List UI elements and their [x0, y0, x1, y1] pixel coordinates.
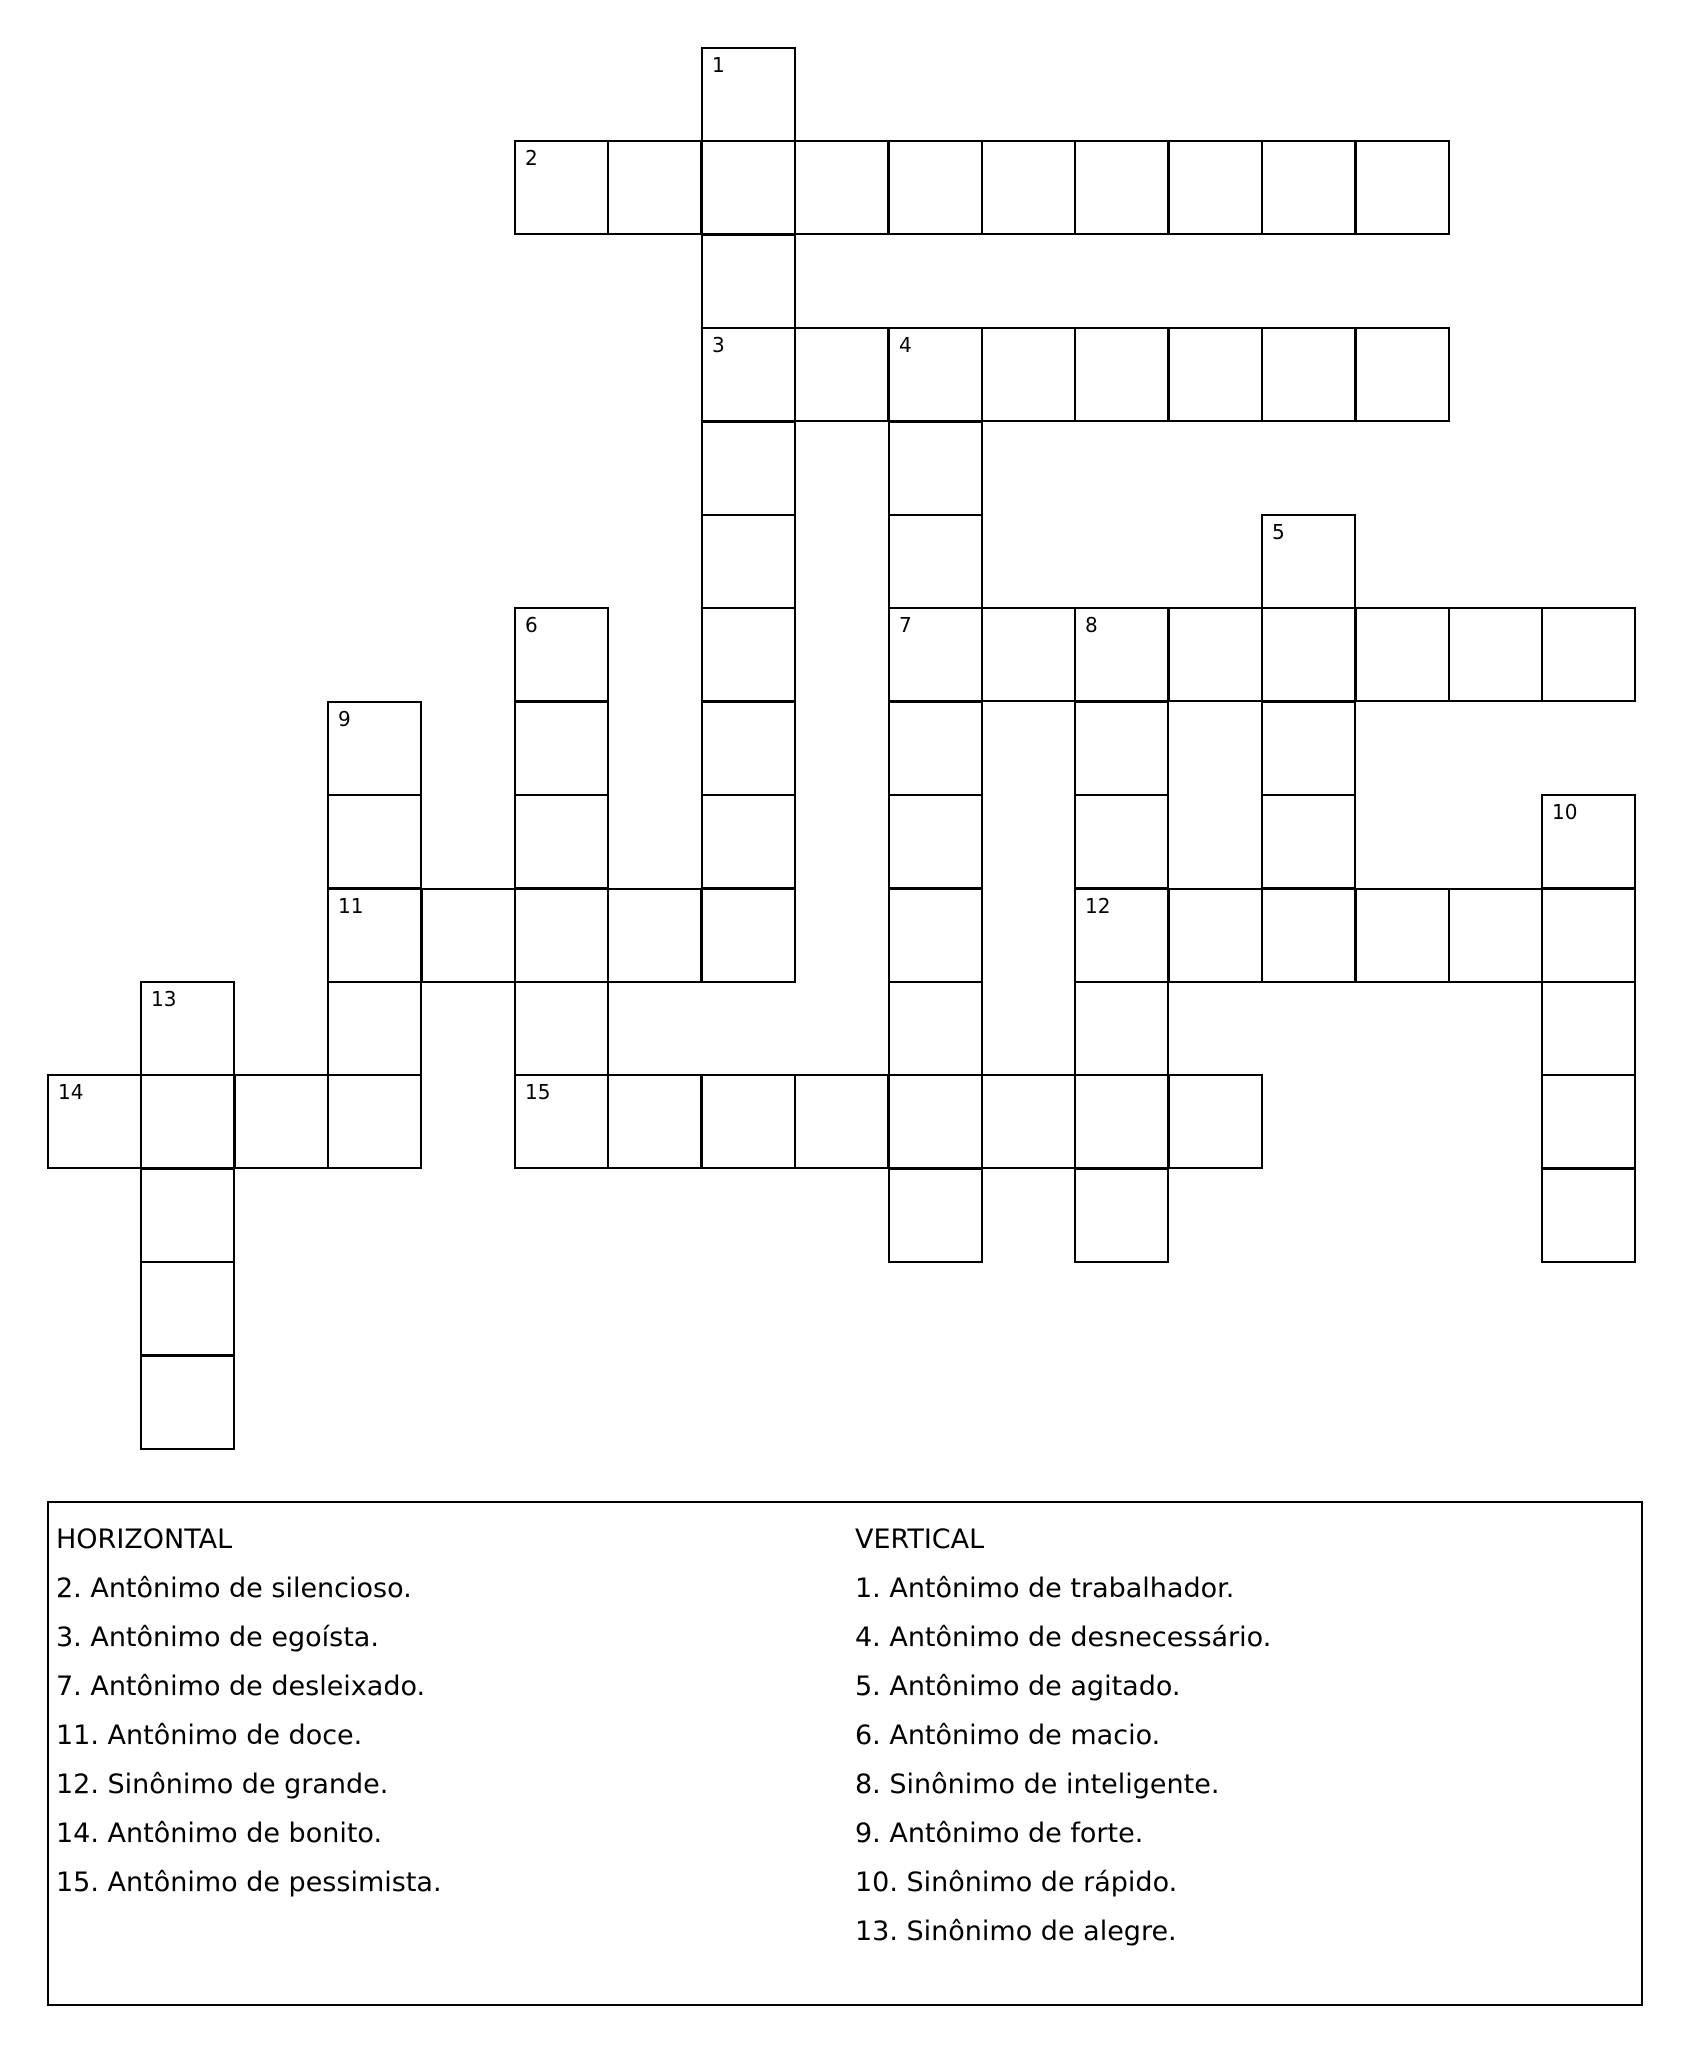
clue-number: 7 — [899, 613, 912, 637]
clue-horizontal-7: 7. Antônimo de desleixado. — [56, 1671, 426, 1702]
grid-cell[interactable] — [701, 47, 796, 142]
grid-cell[interactable] — [1541, 888, 1636, 983]
grid-cell[interactable] — [888, 1168, 983, 1263]
clue-number: 2 — [525, 146, 538, 170]
grid-cell[interactable] — [327, 701, 422, 796]
grid-cell[interactable] — [701, 701, 796, 796]
clue-vertical-1: 1. Antônimo de trabalhador. — [855, 1573, 1235, 1604]
vertical-clues — [855, 1515, 1271, 1956]
grid-cell[interactable] — [327, 981, 422, 1076]
grid-cell[interactable] — [888, 514, 983, 609]
grid-cell[interactable] — [981, 607, 1076, 702]
grid-cell[interactable] — [140, 1355, 235, 1450]
grid-cell[interactable] — [1355, 607, 1450, 702]
grid-cell[interactable] — [1168, 327, 1263, 422]
grid-cell[interactable] — [888, 981, 983, 1076]
grid-cell[interactable] — [1261, 327, 1356, 422]
clues-box — [47, 1501, 1643, 2006]
grid-cell[interactable] — [888, 327, 983, 422]
clue-number: 5 — [1272, 520, 1285, 544]
grid-cell[interactable] — [1355, 140, 1450, 235]
clue-vertical-6: 6. Antônimo de macio. — [855, 1720, 1161, 1751]
clue-number: 10 — [1552, 800, 1578, 824]
grid-cell[interactable] — [1355, 888, 1450, 983]
grid-cell[interactable] — [701, 888, 796, 983]
grid-cell[interactable] — [1074, 327, 1169, 422]
clue-vertical-8: 8. Sinônimo de inteligente. — [855, 1769, 1220, 1800]
grid-cell[interactable] — [888, 701, 983, 796]
grid-cell[interactable] — [1074, 140, 1169, 235]
grid-cell[interactable] — [1074, 794, 1169, 889]
grid-cell[interactable] — [1355, 327, 1450, 422]
clue-vertical-5: 5. Antônimo de agitado. — [855, 1671, 1181, 1702]
grid-cell[interactable] — [888, 140, 983, 235]
grid-cell[interactable] — [1261, 607, 1356, 702]
grid-cell[interactable] — [1074, 888, 1169, 983]
grid-cell[interactable] — [1074, 1074, 1169, 1169]
grid-cell[interactable] — [981, 140, 1076, 235]
grid-cell[interactable] — [1261, 888, 1356, 983]
grid-cell[interactable] — [1261, 140, 1356, 235]
clue-number: 12 — [1085, 894, 1111, 918]
grid-cell[interactable] — [140, 1168, 235, 1263]
grid-cell[interactable] — [981, 1074, 1076, 1169]
grid-cell[interactable] — [794, 1074, 889, 1169]
grid-cell[interactable] — [607, 140, 702, 235]
clue-number: 15 — [525, 1080, 551, 1104]
grid-cell[interactable] — [701, 514, 796, 609]
clue-horizontal-11: 11. Antônimo de doce. — [56, 1720, 363, 1751]
clue-horizontal-3: 3. Antônimo de egoísta. — [56, 1622, 379, 1653]
grid-cell[interactable] — [140, 1261, 235, 1356]
clue-number: 11 — [338, 894, 364, 918]
grid-cell[interactable] — [1168, 607, 1263, 702]
grid-cell[interactable] — [888, 794, 983, 889]
grid-cell[interactable] — [888, 607, 983, 702]
clue-vertical-4: 4. Antônimo de desnecessário. — [855, 1622, 1272, 1653]
grid-cell[interactable] — [514, 140, 609, 235]
grid-cell[interactable] — [1168, 140, 1263, 235]
grid-cell[interactable] — [888, 888, 983, 983]
grid-cell[interactable] — [1261, 701, 1356, 796]
grid-cell[interactable] — [1074, 1168, 1169, 1263]
grid-cell[interactable] — [1541, 794, 1636, 889]
clue-horizontal-12: 12. Sinônimo de grande. — [56, 1769, 389, 1800]
grid-cell[interactable] — [607, 1074, 702, 1169]
grid-cell[interactable] — [888, 1074, 983, 1169]
grid-cell[interactable] — [701, 234, 796, 329]
clue-vertical-10: 10. Sinônimo de rápido. — [855, 1867, 1178, 1898]
grid-cell[interactable] — [981, 327, 1076, 422]
grid-cell[interactable] — [140, 1074, 235, 1169]
grid-cell[interactable] — [1168, 888, 1263, 983]
grid-cell[interactable] — [607, 888, 702, 983]
horizontal-clues — [56, 1515, 442, 1907]
grid-cell[interactable] — [514, 794, 609, 889]
clue-number: 1 — [712, 53, 725, 77]
clue-vertical-13: 13. Sinônimo de alegre. — [855, 1916, 1177, 1947]
grid-cell[interactable] — [701, 794, 796, 889]
grid-cell[interactable] — [140, 981, 235, 1076]
grid-cell[interactable] — [327, 888, 422, 983]
grid-cell[interactable] — [234, 1074, 329, 1169]
vertical-title: VERTICAL — [855, 1524, 985, 1555]
clue-number: 9 — [338, 707, 351, 731]
grid-cell[interactable] — [514, 1074, 609, 1169]
grid-cell[interactable] — [1074, 981, 1169, 1076]
grid-cell[interactable] — [1448, 607, 1543, 702]
grid-cell[interactable] — [1541, 607, 1636, 702]
clue-vertical-9: 9. Antônimo de forte. — [855, 1818, 1144, 1849]
grid-cell[interactable] — [1074, 701, 1169, 796]
grid-cell[interactable] — [514, 701, 609, 796]
grid-cell[interactable] — [1261, 794, 1356, 889]
clue-number: 4 — [899, 333, 912, 357]
grid-cell[interactable] — [1448, 888, 1543, 983]
clue-horizontal-15: 15. Antônimo de pessimista. — [56, 1867, 442, 1898]
grid-cell[interactable] — [701, 327, 796, 422]
grid-cell[interactable] — [1541, 1168, 1636, 1263]
grid-cell[interactable] — [794, 327, 889, 422]
grid-cell[interactable] — [514, 607, 609, 702]
clue-number: 13 — [151, 987, 177, 1011]
clue-number: 8 — [1085, 613, 1098, 637]
clue-number: 6 — [525, 613, 538, 637]
horizontal-title: HORIZONTAL — [56, 1524, 233, 1555]
grid-cell[interactable] — [701, 421, 796, 516]
clue-horizontal-14: 14. Antônimo de bonito. — [56, 1818, 383, 1849]
grid-cell[interactable] — [794, 140, 889, 235]
grid-cell[interactable] — [327, 794, 422, 889]
grid-cell[interactable] — [514, 888, 609, 983]
grid-cell[interactable] — [701, 607, 796, 702]
grid-cell[interactable] — [1541, 1074, 1636, 1169]
grid-cell[interactable] — [1074, 607, 1169, 702]
grid-cell[interactable] — [1541, 981, 1636, 1076]
clue-number: 14 — [58, 1080, 84, 1104]
grid-cell[interactable] — [1261, 514, 1356, 609]
grid-cell[interactable] — [421, 888, 516, 983]
grid-cell[interactable] — [888, 421, 983, 516]
grid-cell[interactable] — [47, 1074, 142, 1169]
clue-number: 3 — [712, 333, 725, 357]
grid-cell[interactable] — [327, 1074, 422, 1169]
grid-cell[interactable] — [701, 140, 796, 235]
grid-cell[interactable] — [1168, 1074, 1263, 1169]
grid-cell[interactable] — [701, 1074, 796, 1169]
clue-horizontal-2: 2. Antônimo de silencioso. — [56, 1573, 412, 1604]
grid-cell[interactable] — [514, 981, 609, 1076]
